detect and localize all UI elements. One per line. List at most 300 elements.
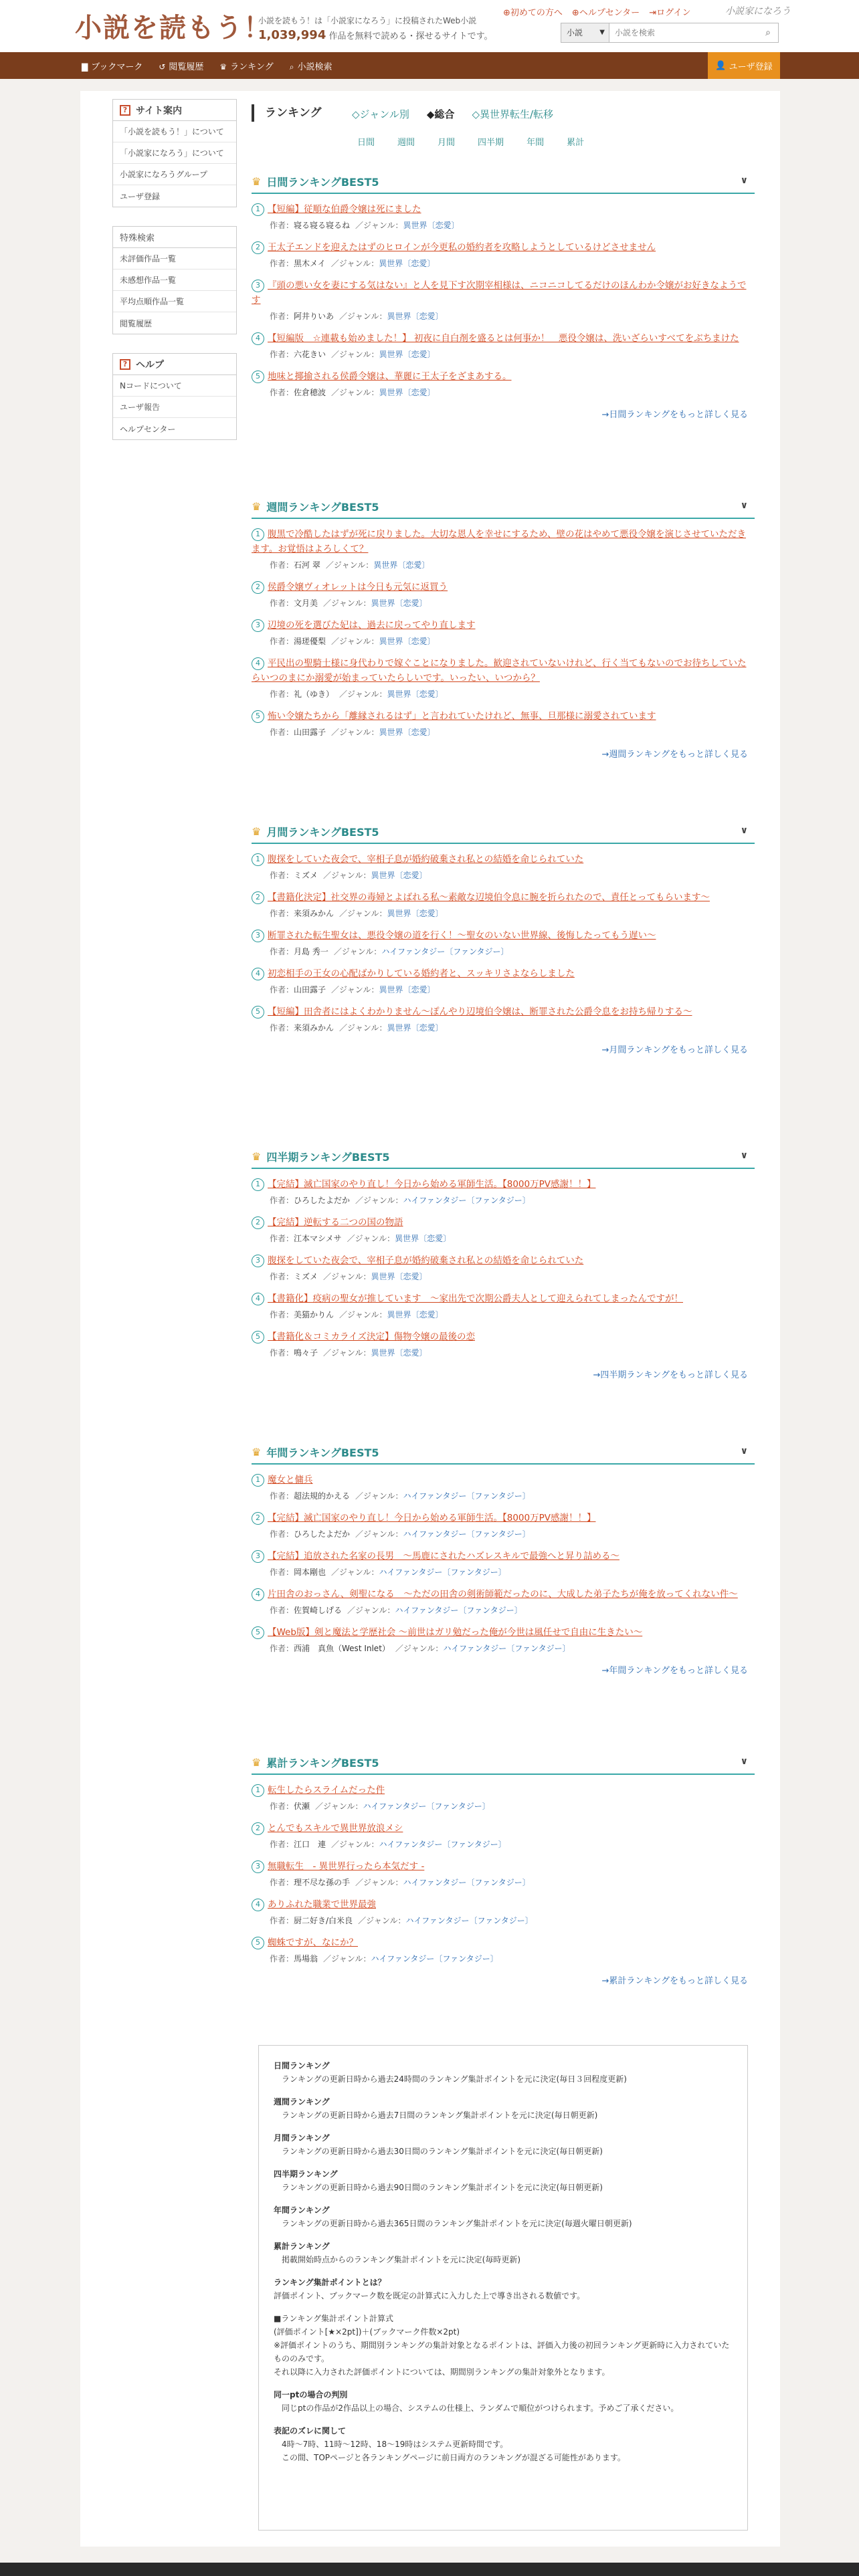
author-name[interactable]: 佐賀崎しげる	[294, 1606, 343, 1615]
sidebar-item[interactable]: ヘルプセンター	[120, 424, 176, 434]
genre-link[interactable]: 異世界〔恋愛〕	[387, 689, 444, 699]
novel-meta	[252, 1309, 755, 1320]
login-link[interactable]: ⇥ログイン	[649, 8, 691, 18]
ranking-item	[252, 369, 755, 398]
rank-badge: 2	[252, 581, 264, 594]
note-text: ランキングの更新日時から過去7日間のランキング集計ポイントを元に決定(毎日朝更新)	[282, 2111, 598, 2120]
count-suffix: 作品を無料で読める・探せるサイトです。	[328, 31, 493, 41]
subtab-total[interactable]: 累計	[567, 138, 585, 148]
novel-meta	[252, 1566, 755, 1578]
novel-title-link[interactable]: 蜘蛛ですが、なにか？	[268, 1937, 358, 1948]
ranking-item	[252, 1215, 755, 1244]
sidebar-item[interactable]: 小説家になろうグループ	[113, 164, 236, 185]
novel-title-link[interactable]: とんでもスキルで異世界放浪メシ	[268, 1823, 403, 1834]
section-title: 日間ランキングBEST5	[266, 175, 379, 189]
novel-title-link[interactable]: 【短編】田舎者にはよくわかりません〜ぽんやり辺境伯令嬢は、断罪された公爵令息をお持ち帰りする〜	[268, 1006, 692, 1017]
tab-isekai[interactable]: ◇異世界転生/転移	[472, 108, 554, 120]
genre-label: ／ジャンル：	[323, 599, 371, 608]
genre-link[interactable]: ハイファンタジー〔ファンタジー〕	[381, 947, 509, 956]
author-label: 作者：	[270, 1916, 294, 1925]
sidebar-item[interactable]: ユーザ報告	[113, 397, 236, 418]
more-ranking-link[interactable]: →四半期ランキングをもっと詳しく見る	[593, 1370, 748, 1380]
note-text: この間、TOPページと各ランキングページに前日両方のランキングが混ざる可能性があります。	[282, 2453, 626, 2462]
collapse-icon[interactable]: ∨	[740, 1756, 748, 1767]
genre-link[interactable]: 異世界〔恋愛〕	[371, 599, 427, 608]
author-name[interactable]: 山田露子	[294, 985, 326, 994]
novel-title-link[interactable]: 【書籍化＆コミカライズ決定】傷物令嬢の最後の恋	[268, 1331, 475, 1342]
ranking-item	[252, 928, 755, 957]
crown-icon: ♛	[252, 1150, 262, 1163]
novel-title-link[interactable]: 【短編版 ☆連載も始めました！】 初夜に自白剤を盛るとは何事か！ 悪役令嬢は、洗いざらいすべてをぶちまけた	[268, 333, 739, 344]
novel-meta	[252, 257, 755, 269]
novel-meta	[252, 946, 755, 957]
genre-label: ／ジャンル：	[339, 312, 387, 321]
sidebar-item[interactable]: 未感想作品一覧	[113, 270, 236, 291]
rank-badge: 1	[252, 528, 264, 541]
genre-label: ／ジャンル：	[331, 350, 379, 359]
subtab-monthly[interactable]: 月間	[438, 138, 456, 148]
beginner-link[interactable]: ⊕初めての方へ	[503, 8, 563, 18]
ranking-item	[252, 709, 755, 738]
author-name[interactable]: 月島 秀一	[294, 947, 328, 956]
genre-link[interactable]: 異世界〔恋愛〕	[379, 728, 436, 737]
author-label: 作者：	[270, 599, 294, 608]
more-ranking-link[interactable]: →週間ランキングをもっと詳しく見る	[601, 750, 748, 760]
ranking-item	[252, 852, 755, 881]
crown-icon: ♛	[252, 1755, 262, 1769]
sidebar-special-title: 特殊検索	[113, 227, 236, 248]
genre-link[interactable]: 異世界〔恋愛〕	[379, 637, 436, 646]
genre-label: ／ジャンル：	[331, 728, 379, 737]
novel-meta	[252, 1271, 755, 1282]
ranking-notes	[258, 2045, 748, 2531]
ranking-item	[252, 580, 755, 609]
novel-title-link[interactable]: 【完結】滅亡国家のやり直し！今日から始める軍師生活。【8000万PV感謝！！】	[268, 1179, 596, 1190]
bookmark-icon: ▇	[82, 62, 88, 72]
help-center-link[interactable]: ⊕ヘルプセンター	[571, 8, 640, 18]
sidebar-item[interactable]: 平均点順作品一覧	[113, 291, 236, 312]
author-label: 作者：	[270, 947, 294, 956]
narou-logo[interactable]: 小説家になろう	[725, 6, 791, 17]
genre-link[interactable]: 異世界〔恋愛〕	[395, 1234, 452, 1243]
subtab-yearly[interactable]: 年間	[527, 138, 545, 148]
more-ranking-link[interactable]: →累計ランキングをもっと詳しく見る	[601, 1976, 748, 1986]
ranking-item	[252, 1511, 755, 1539]
novel-title-link[interactable]: 【Web版】剣と魔法と学歴社会 〜前世はガリ勉だった俺が今世は風任せで自由に生きたい〜	[268, 1627, 643, 1638]
author-label: 作者：	[270, 312, 294, 321]
ranking-item	[252, 202, 755, 231]
genre-link[interactable]: 異世界〔恋愛〕	[379, 350, 436, 359]
author-name[interactable]: 湯瑳優梨	[294, 637, 326, 646]
novel-title-link[interactable]: 断罪された転生聖女は、悪役令嬢の道を行く！〜聖女のいない世界線、後悔したってもう遅い〜	[268, 930, 656, 941]
author-label: 作者：	[270, 1840, 294, 1849]
novel-title-link[interactable]: ありふれた職業で世界最強	[268, 1899, 376, 1910]
note-text: 4時〜7時、11時〜12時、18〜19時はシステム更新時間です。	[282, 2440, 508, 2449]
rank-badge: 5	[252, 710, 264, 723]
rank-badge: 3	[252, 1550, 264, 1563]
nav-history[interactable]: ↺ 閲覧履歴	[159, 62, 204, 72]
genre-link[interactable]: 異世界〔恋愛〕	[379, 985, 436, 994]
sidebar-item[interactable]: 未評価作品一覧	[113, 248, 236, 270]
site-header	[0, 0, 859, 52]
author-label: 作者：	[270, 1491, 294, 1501]
ranking-item	[252, 527, 755, 570]
genre-label: ／ジャンル：	[331, 1568, 379, 1577]
section-header	[252, 1440, 755, 1465]
question-icon: ?	[120, 359, 130, 370]
ranking-item	[252, 1329, 755, 1358]
novel-meta	[252, 1876, 755, 1888]
novel-title-link[interactable]: 怖い令嬢たちから「離縁されるはず」と言われていたけれど、無事、旦那様に溺愛されています	[268, 711, 656, 722]
sidebar-help-title: ? ヘルプ	[113, 354, 236, 375]
page-title: ランキング	[252, 104, 322, 122]
rank-badge: 4	[252, 968, 264, 980]
ranking-tabs	[252, 96, 755, 148]
author-name[interactable]: 佐倉穂波	[294, 388, 326, 397]
rank-badge: 1	[252, 1474, 264, 1487]
ranking-item	[252, 1587, 755, 1616]
author-name[interactable]: 馬場翁	[294, 1954, 318, 1963]
author-name[interactable]: 厨二好き/白米良	[294, 1916, 353, 1925]
novel-meta	[252, 559, 755, 570]
genre-label: ／ジャンル：	[331, 388, 379, 397]
genre-link[interactable]: 異世界〔恋愛〕	[387, 1023, 444, 1033]
genre-link[interactable]: 異世界〔恋愛〕	[379, 388, 436, 397]
tab-total[interactable]: ◆総合	[426, 108, 455, 120]
rank-badge: 4	[252, 1293, 264, 1305]
genre-link[interactable]: ハイファンタジー〔ファンタジー〕	[403, 1878, 531, 1887]
genre-link[interactable]: ハイファンタジー〔ファンタジー〕	[403, 1529, 531, 1539]
author-name[interactable]: 伏瀬	[294, 1802, 310, 1811]
nav-search[interactable]: ⌕ 小説検索	[289, 62, 332, 72]
genre-link[interactable]: 異世界〔恋愛〕	[387, 1310, 444, 1319]
sidebar-item[interactable]: Nコードについて	[113, 375, 236, 397]
novel-meta	[252, 869, 755, 881]
note-heading: 四半期ランキング	[274, 2169, 338, 2179]
genre-label: ／ジャンル：	[325, 560, 374, 570]
ranking-item	[252, 1549, 755, 1578]
author-name[interactable]: ひろしたよだか	[294, 1529, 351, 1539]
genre-label: ／ジャンル：	[315, 1802, 363, 1811]
note-text: ランキングの更新日時から過去24時間のランキング集計ポイントを元に決定(毎日３回程度更新)	[282, 2074, 627, 2084]
genre-label: ／ジャンル：	[355, 1878, 403, 1887]
ranking-item	[252, 1177, 755, 1206]
ranking-item	[252, 1291, 755, 1320]
author-label: 作者：	[270, 1196, 294, 1205]
genre-link[interactable]: ハイファンタジー〔ファンタジー〕	[363, 1802, 490, 1811]
genre-label: ／ジャンル：	[333, 947, 382, 956]
author-name[interactable]: 黒木メイ	[294, 259, 326, 268]
genre-link[interactable]: 異世界〔恋愛〕	[403, 221, 460, 230]
crown-icon: ♛	[252, 500, 262, 513]
author-label: 作者：	[270, 1644, 294, 1653]
author-label: 作者：	[270, 1954, 294, 1963]
genre-link[interactable]: ハイファンタジー〔ファンタジー〕	[379, 1840, 506, 1849]
genre-label: ／ジャンル：	[339, 909, 387, 918]
author-label: 作者：	[270, 728, 294, 737]
author-label: 作者：	[270, 1878, 294, 1887]
genre-link[interactable]: ハイファンタジー〔ファンタジー〕	[405, 1916, 533, 1925]
author-name[interactable]: ひろしたよだか	[294, 1196, 351, 1205]
genre-label: ／ジャンル：	[355, 1196, 403, 1205]
content-container	[80, 91, 780, 2547]
genre-link[interactable]: ハイファンタジー〔ファンタジー〕	[403, 1491, 531, 1501]
genre-label: ／ジャンル：	[323, 1272, 371, 1281]
rank-badge: 3	[252, 1860, 264, 1873]
genre-label: ／ジャンル：	[330, 259, 379, 268]
novel-meta	[252, 348, 755, 360]
nav-ranking[interactable]: ♛ ランキング	[219, 62, 274, 72]
author-name[interactable]: 鳴々子	[294, 1348, 318, 1358]
author-label: 作者：	[270, 1234, 294, 1243]
collapse-icon[interactable]: ∨	[740, 1446, 748, 1457]
count-number: 1,039,994	[258, 28, 326, 42]
genre-link[interactable]: ハイファンタジー〔ファンタジー〕	[443, 1644, 571, 1653]
novel-title-link[interactable]: 魔女と傭兵	[268, 1475, 313, 1485]
ranking-item	[252, 1253, 755, 1282]
author-name[interactable]: ミズメ	[294, 871, 318, 880]
novel-title-link[interactable]: 平民出の聖騎士様に身代わりで嫁ぐことになりました。歓迎されていないけれど、行く当てもないのでお待ちしていたらいつのまにか溺愛が始まっていたらしいです。いったい、いつから？	[252, 658, 747, 683]
more-ranking-link[interactable]: →年間ランキングをもっと詳しく見る	[601, 1666, 748, 1676]
genre-label: ／ジャンル：	[355, 1491, 403, 1501]
site-logo[interactable]: 小説を読もう！	[75, 12, 272, 43]
novel-meta	[252, 1022, 755, 1033]
ranking-section	[252, 820, 755, 1055]
novel-meta	[252, 726, 755, 738]
author-name[interactable]: 六花きい	[294, 350, 326, 359]
novel-title-link[interactable]: 無職転生 - 異世界行ったら本気だす -	[268, 1861, 425, 1872]
novel-meta	[252, 1528, 755, 1539]
section-header	[252, 1751, 755, 1775]
section-title: 月間ランキングBEST5	[266, 825, 379, 839]
genre-link[interactable]: 異世界〔恋愛〕	[387, 909, 444, 918]
novel-meta	[252, 1953, 755, 1964]
genre-link[interactable]: ハイファンタジー〔ファンタジー〕	[403, 1196, 531, 1205]
genre-label: ／ジャンル：	[323, 1348, 371, 1358]
author-label: 作者：	[270, 1529, 294, 1539]
author-name[interactable]: 石河 翠	[294, 560, 320, 570]
novel-title-link[interactable]: 地味と揶揄される侯爵令嬢は、華麗に王太子をざまあする。	[268, 371, 512, 382]
author-name[interactable]: 阿井りいあ	[294, 312, 335, 321]
author-label: 作者：	[270, 1023, 294, 1033]
footer	[0, 2563, 859, 2576]
sidebar-item[interactable]: 閲覧履歴	[120, 318, 153, 328]
tagline: 小説を読もう！は「小説家になろう」に投稿されたWeb小説	[258, 16, 477, 25]
collapse-icon[interactable]: ∨	[740, 825, 748, 836]
section-title: 週間ランキングBEST5	[266, 500, 379, 514]
note-text: ランキングの更新日時から過去30日間のランキング集計ポイントを元に決定(毎日朝更新)	[282, 2147, 603, 2156]
note-heading: 月間ランキング	[274, 2133, 330, 2143]
crown-icon: ♛	[252, 1445, 262, 1459]
main-nav	[0, 52, 859, 79]
author-name[interactable]: 江本マシメサ	[294, 1234, 342, 1243]
nav-bookmark[interactable]: ▇ ブックマーク	[82, 62, 143, 72]
section-header	[252, 1145, 755, 1169]
author-name[interactable]: 寝る寝る寝るね	[294, 221, 351, 230]
novel-title-link[interactable]: 【完結】追放された名家の長男 〜馬鹿にされたハズレスキルで最強へと昇り詰める〜	[268, 1551, 619, 1562]
sidebar-item[interactable]: 「小説家になろう」について	[113, 142, 236, 164]
author-name[interactable]: 美猫かりん	[294, 1310, 335, 1319]
rank-badge: 1	[252, 203, 264, 216]
novel-title-link[interactable]: 転生したらスライムだった件	[268, 1785, 385, 1796]
note-text: 掲載開始時点からのランキング集計ポイントを元に決定(毎時更新)	[282, 2255, 521, 2264]
ranking-item	[252, 656, 755, 700]
novel-title-link[interactable]: 腹探をしていた夜会で、宰相子息が婚約破棄され私との結婚を命じられていた	[268, 1255, 584, 1266]
author-label: 作者：	[270, 350, 294, 359]
author-name[interactable]: 江口 連	[294, 1840, 326, 1849]
novel-title-link[interactable]: 王太子エンドを迎えたはずのヒロインが今更私の婚約者を攻略しようとしているけどさせません	[268, 242, 656, 253]
genre-label: ／ジャンル：	[339, 1023, 387, 1033]
ranking-section	[252, 1145, 755, 1380]
novel-meta	[252, 1194, 755, 1206]
ranking-item	[252, 278, 755, 322]
author-name[interactable]: ミズメ	[294, 1272, 318, 1281]
author-label: 作者：	[270, 1802, 294, 1811]
author-name[interactable]: 西浦 真魚（West Inlet）	[294, 1644, 390, 1653]
novel-title-link[interactable]: 【完結】滅亡国家のやり直し！今日から始める軍師生活。【8000万PV感謝！！】	[268, 1513, 596, 1523]
subtab-daily[interactable]: 日間	[357, 138, 375, 148]
novel-title-link[interactable]: 腹探をしていた夜会で、宰相子息が婚約破棄され私との結婚を命じられていた	[268, 854, 584, 865]
genre-link[interactable]: 異世界〔恋愛〕	[387, 312, 444, 321]
section-title: 累計ランキングBEST5	[266, 1756, 379, 1769]
author-name[interactable]: 文月美	[294, 599, 318, 608]
genre-link[interactable]: 異世界〔恋愛〕	[373, 560, 430, 570]
author-label: 作者：	[270, 1348, 294, 1358]
genre-link[interactable]: ハイファンタジー〔ファンタジー〕	[371, 1954, 498, 1963]
author-name[interactable]: 理不尽な孫の手	[294, 1878, 351, 1887]
section-title: 四半期ランキングBEST5	[266, 1150, 390, 1164]
novel-title-link[interactable]: 【書籍化決定】社交界の毒婦とよばれる私〜素敵な辺境伯令息に腕を折られたので、責任とってもらいます〜	[268, 892, 710, 903]
rank-badge: 5	[252, 1626, 264, 1639]
rank-badge: 4	[252, 657, 264, 670]
novel-title-link[interactable]: 【短編】従順な伯爵令嬢は死にました	[268, 204, 421, 215]
rank-badge: 4	[252, 1588, 264, 1601]
novel-meta	[252, 907, 755, 919]
chevron-down-icon: ▼	[599, 29, 605, 36]
search-icon: ⌕	[289, 62, 294, 72]
tab-genre[interactable]: ◇ジャンル別	[352, 108, 409, 120]
ranking-item	[252, 1935, 755, 1964]
genre-label: ／ジャンル：	[395, 1644, 444, 1653]
sidebar-help	[112, 353, 237, 440]
ranking-item	[252, 618, 755, 647]
genre-link[interactable]: 異世界〔恋愛〕	[379, 259, 436, 268]
sidebar-item[interactable]: 「小説を読もう！」について	[113, 121, 236, 142]
collapse-icon[interactable]: ∨	[740, 500, 748, 511]
genre-link[interactable]: 異世界〔恋愛〕	[371, 1272, 427, 1281]
section-title: 年間ランキングBEST5	[266, 1446, 379, 1459]
subtab-quarter[interactable]: 四半期	[478, 138, 504, 148]
sidebar-item[interactable]: ユーザ登録	[120, 191, 161, 201]
genre-label: ／ジャンル：	[347, 1234, 395, 1243]
note-heading: 累計ランキング	[274, 2242, 330, 2251]
ranking-item	[252, 966, 755, 995]
ranking-item	[252, 1859, 755, 1888]
novel-meta	[252, 387, 755, 398]
search-type-select[interactable]: 小説 ▼	[561, 23, 609, 42]
author-label: 作者：	[270, 985, 294, 994]
rank-badge: 3	[252, 1255, 264, 1267]
ranking-section	[252, 1440, 755, 1676]
collapse-icon[interactable]: ∨	[740, 175, 748, 186]
author-name[interactable]: 来須みかん	[294, 1023, 335, 1033]
novel-title-link[interactable]: 侯爵令嬢ヴィオレットは今日も元気に返買う	[268, 582, 448, 593]
search-icon[interactable]: ⌕	[765, 27, 771, 38]
rank-badge: 3	[252, 930, 264, 942]
genre-label: ／ジャンル：	[355, 1529, 403, 1539]
more-ranking-link[interactable]: →日間ランキングをもっと詳しく見る	[601, 410, 748, 420]
more-ranking-link[interactable]: →月間ランキングをもっと詳しく見る	[601, 1045, 748, 1055]
rank-badge: 2	[252, 891, 264, 904]
author-label: 作者：	[270, 1310, 294, 1319]
author-label: 作者：	[270, 637, 294, 646]
author-label: 作者：	[270, 221, 294, 230]
author-name[interactable]: 礼（ゆき）	[294, 689, 335, 699]
author-name[interactable]: 山田露子	[294, 728, 326, 737]
author-name[interactable]: 岡本剛也	[294, 1568, 326, 1577]
novel-title-link[interactable]: 辺境の死を選びた妃は、過去に戻ってやり直します	[268, 620, 476, 631]
note-heading: ランキング集計ポイントとは？	[274, 2278, 386, 2287]
genre-label: ／ジャンル：	[347, 1606, 395, 1615]
rank-badge: 3	[252, 619, 264, 632]
novel-title-link[interactable]: 【完結】逆転する二つの国の物語	[268, 1217, 403, 1228]
genre-link[interactable]: ハイファンタジー〔ファンタジー〕	[395, 1606, 522, 1615]
author-label: 作者：	[270, 1272, 294, 1281]
crown-icon: ♛	[252, 825, 262, 838]
novel-meta	[252, 1838, 755, 1850]
genre-link[interactable]: ハイファンタジー〔ファンタジー〕	[379, 1568, 506, 1577]
note-heading: 同一ptの場合の判別	[274, 2390, 348, 2399]
novel-meta	[252, 1232, 755, 1244]
author-label: 作者：	[270, 259, 294, 268]
rank-badge: 5	[252, 1006, 264, 1018]
novel-meta	[252, 1800, 755, 1812]
search-input[interactable]	[609, 23, 758, 42]
rank-badge: 2	[252, 1822, 264, 1835]
top-links	[503, 5, 690, 18]
genre-label: ／ジャンル：	[331, 637, 379, 646]
ranking-item	[252, 1821, 755, 1850]
ranking-item	[252, 890, 755, 919]
ranking-item	[252, 1897, 755, 1926]
genre-link[interactable]: 異世界〔恋愛〕	[371, 871, 427, 880]
ranking-item	[252, 1004, 755, 1033]
author-name[interactable]: 来須みかん	[294, 909, 335, 918]
note-text: 評価ポイント、ブックマーク数を既定の計算式に入力した上で導き出される数値です。	[274, 2291, 585, 2300]
novel-meta	[252, 1604, 755, 1616]
ranking-item	[252, 1473, 755, 1501]
note-text: それ以降に入力された評価ポイントについては、期間別ランキングの集計対象外となります。	[274, 2367, 610, 2377]
search-box	[561, 23, 779, 43]
author-label: 作者：	[270, 1568, 294, 1577]
novel-title-link[interactable]: 『頭の悪い女を妻にする気はない』と人を見下す次期宰相様は、ニコニコしてるだけのほんわか令嬢がお好きなようです	[252, 280, 747, 306]
novel-title-link[interactable]: 初恋相手の王女の心配ばかりしている婚約者と、スッキリさよならしました	[268, 968, 575, 979]
novel-title-link[interactable]: 【書籍化】疫病の聖女が推しています 〜家出先で次期公爵夫人として迎えられてしまったんですが！	[268, 1293, 683, 1304]
rank-badge: 5	[252, 1937, 264, 1949]
author-name[interactable]: 超法規的かえる	[294, 1491, 351, 1501]
rank-badge: 3	[252, 280, 264, 292]
register-button[interactable]: 👤 ユーザ登録	[708, 52, 780, 79]
genre-label: ／ジャンル：	[339, 689, 387, 699]
novel-title-link[interactable]: 片田舎のおっさん、剣聖になる 〜ただの田舎の剣術師範だったのに、大成した弟子たちが俺を放ってくれない件〜	[268, 1589, 738, 1600]
genre-link[interactable]: 異世界〔恋愛〕	[371, 1348, 427, 1358]
collapse-icon[interactable]: ∨	[740, 1150, 748, 1161]
note-heading: 日間ランキング	[274, 2061, 330, 2070]
ranking-item	[252, 1625, 755, 1654]
novel-title-link[interactable]: 腹黒で冷酷したはずが死に戻りました。大切な恩人を幸せにするため、壁の花はやめて悪役令嬢を演じさせていただきます。お覚悟はよろしくて？	[252, 529, 746, 554]
subtab-weekly[interactable]: 週間	[397, 138, 415, 148]
genre-label: ／ジャンル：	[331, 1840, 379, 1849]
